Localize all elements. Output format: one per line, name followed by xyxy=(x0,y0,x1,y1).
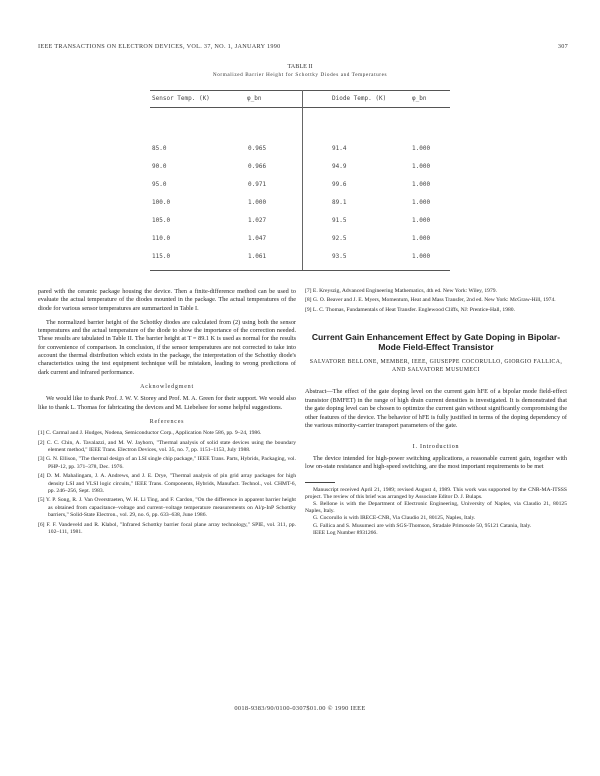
cell: 1.061 xyxy=(248,253,267,260)
introduction-heading: I. Introduction xyxy=(412,443,460,450)
cell: 110.0 xyxy=(152,235,171,242)
cell: 85.0 xyxy=(152,145,167,152)
cell: 95.0 xyxy=(152,181,167,188)
running-title: IEEE TRANSACTIONS ON ELECTRON DEVICES, VOL. 37, NO. 1, JANUARY 1990 xyxy=(38,43,281,50)
table-row xyxy=(150,181,450,191)
cell: 1.000 xyxy=(412,145,431,152)
right-column xyxy=(305,288,567,537)
cell: 1.000 xyxy=(412,217,431,224)
cell: 1.000 xyxy=(248,199,267,206)
cell: 94.9 xyxy=(332,163,347,170)
cell: 105.0 xyxy=(152,217,171,224)
cell: 1.000 xyxy=(412,181,431,188)
col-header-diode-temp: Diode Temp. (K) xyxy=(332,95,387,102)
footnote: S. Bellone is with the Department of Electronic Engineering, University of Naples, via Claudio 21, 80125 Naples, Italy. xyxy=(305,501,567,515)
table-caption xyxy=(0,62,600,80)
table-title: Normalized Barrier Height for Schottky Diodes and Temperatures xyxy=(212,72,388,78)
reference-item: [5] Y. P. Song, R. J. Van Overstraeten, W. H. Li Ting, and F. Cardon, "On the difference in apparent barrier height as obtained from capacitance–voltage and current–voltage temperature measurements on Al/p-InP Schottky barriers," Solid-State Electron., vol. 29, no. 6, pp. 633–638, June 1986. xyxy=(38,497,296,519)
footnotes xyxy=(305,487,567,537)
cell: 1.000 xyxy=(412,235,431,242)
col-header-phi-2: φ_bn xyxy=(412,95,427,102)
cell: 1.027 xyxy=(248,217,267,224)
cell: 92.5 xyxy=(332,235,347,242)
reference-item: [8] G. O. Beaver and J. E. Myers, Momentum, Heat and Mass Transfer, 2nd ed. New York: McGraw-Hill, 1974. xyxy=(305,297,556,304)
reference-item: [9] L. C. Thomas, Fundamentals of Heat Transfer. Englewood Cliffs, NJ: Prentice-Hall, 1980. xyxy=(305,306,515,313)
reference-item: [4] D. M. Mahalingam, J. A. Andrews, and J. E. Drye, "Thermal analysis of pin grid array packages for high density LSI and VLSI logic circuits," IEEE Trans. Components, Hybrids, Manufact. Technol., vol. CHMT-6, pp. 246–256, Sept. 1983. xyxy=(38,473,296,494)
cell: 1.000 xyxy=(412,199,431,206)
footnote: Manuscript received April 21, 1989; revised August 4, 1989. This work was supported by the CNR-MA-ITSSS project. The review of this brief was arranged by Associate Editor D. J. Bulaps. xyxy=(305,486,567,500)
table-label: TABLE II xyxy=(287,63,313,70)
cell: 0.965 xyxy=(248,145,267,152)
table-row xyxy=(150,163,450,173)
cell: 91.5 xyxy=(332,217,347,224)
cell: 91.4 xyxy=(332,145,347,152)
col-header-sensor-temp: Sensor Temp. (K) xyxy=(152,95,210,102)
table-row xyxy=(150,217,450,227)
reference-item: [6] F. F. Vandeveld and R. Klabol, "Infrared Schottky barrier focal plane array technology," SPIE, vol. 311, pp. 102–111, 1981. xyxy=(38,521,296,536)
cell: 115.0 xyxy=(152,253,171,260)
table-row xyxy=(150,235,450,245)
table-row xyxy=(150,145,450,155)
abstract: Abstract—The effect of the gate doping level on the current gain hFE of a bipolar mode field-effect transistor (BMFET) in the range of high drain current densities is investigated. It is demonstrated that the gate doping level can be chosen to optimize the current gain without significantly compromising the other features of the device. The behavior of hFE is fully justified in terms of the doping dependency of the various minority-carrier transport parameters of the gate. xyxy=(305,388,567,430)
col-header-phi-1: φ_bn xyxy=(247,95,262,102)
reference-item: [3] G. N. Ellison, "The thermal design of an LSI single chip package," IEEE Trans. Parts, Hybrids, Packaging, vol. PHP-12, pp. 371–378, Dec. 1976. xyxy=(38,456,296,470)
cell: 0.966 xyxy=(248,163,267,170)
cell: 100.0 xyxy=(152,199,171,206)
footnote: G. Fallica and S. Musumeci are with SGS-Thomson, Stradale Primosole 50, 95121 Catania, Italy. xyxy=(313,522,532,529)
copyright-footer: 0018-9383/90/0100-0307$01.00 © 1990 IEEE xyxy=(234,705,366,712)
cell: 1.047 xyxy=(248,235,267,242)
footnote-rule xyxy=(305,482,335,483)
table-row xyxy=(150,199,450,209)
reference-item: [2] C. C. Chin, A. Tavalazzi, and M. W. Jayhorn, "Thermal analysis of solid state devices using the boundary element method," IEEE Trans. Electron Devices, vol. 35, no. 7, pp. 1151–1153, July 1988. xyxy=(38,439,296,453)
footnote: G. Cocorullo is with IRECE-CNR, Via Claudio 21, 80125, Naples, Italy. xyxy=(313,515,476,522)
cell: 0.971 xyxy=(248,181,267,188)
article-authors: SALVATORE BELLONE, MEMBER, IEEE, GIUSEPPE COCORULLO, GIORGIO FALLICA, AND SALVATORE MUSUMECI xyxy=(309,359,563,374)
cell: 90.0 xyxy=(152,163,167,170)
references-heading: References xyxy=(149,418,185,425)
reference-item: [1] C. Carmal and J. Hudges, Nodena, Semiconductor Corp., Application Note 586, pp. 9–24, 1986. xyxy=(38,430,262,437)
body-paragraph: pared with the ceramic package housing the device. Then a finite-difference method can be used to evaluate the actual temperature of the diodes mounted in the package. The actual temperatures of the diode for various sensor temperatures are summarized in Table I. xyxy=(38,288,296,312)
cell: 1.000 xyxy=(412,163,431,170)
cell: 99.6 xyxy=(332,181,347,188)
cell: 89.1 xyxy=(332,199,347,206)
introduction-text: The device intended for high-power switching applications, a reasonable current gain, together with low on-state resistance and high-speed switching, are the most important requirements to be met xyxy=(305,455,567,471)
page-number: 307 xyxy=(557,43,568,50)
table-bottom-rule xyxy=(150,270,450,271)
reference-item: [7] E. Kreyszig, Advanced Engineering Mathematics, 4th ed. New York: Wiley, 1979. xyxy=(305,288,497,294)
cell: 1.000 xyxy=(412,253,431,260)
body-paragraph: The normalized barrier height of the Schottky diodes are calculated from (2) using both the sensor temperatures and the actual temperature of the diode to show the importance of the correction needed. These results are tabulated in Table II. The barrier height at T = 89.1 K is used as normal for the results for convenience of comparison. In conclusion, if the sensor temperatures are not corrected to take into account the thermal distribution which exists in the package, the interpretation of the Schottky diode's characteristics using the test equipment technique will be mistaken, leading to wrong predictions of dark current and infrared performance. xyxy=(38,318,296,376)
article-title: Current Gain Enhancement Effect by Gate Doping in Bipolar-Mode Field-Effect Transistor xyxy=(311,332,561,353)
table-top-rule xyxy=(150,90,450,91)
acknowledgment-heading: Acknowledgment xyxy=(140,383,194,390)
running-header xyxy=(38,43,568,50)
table-row xyxy=(150,253,450,263)
table-header-rule xyxy=(150,107,450,108)
footnote: IEEE Log Number 8931266. xyxy=(313,529,378,536)
acknowledgment-text: We would like to thank Prof. J. W. V. Storey and Prof. M. A. Green for their support. We would also like to thank L. Thomas for fabricating the devices and M. Liebelsee for some helpful suggestions. xyxy=(38,395,296,411)
left-column xyxy=(38,288,296,538)
cell: 93.5 xyxy=(332,253,347,260)
